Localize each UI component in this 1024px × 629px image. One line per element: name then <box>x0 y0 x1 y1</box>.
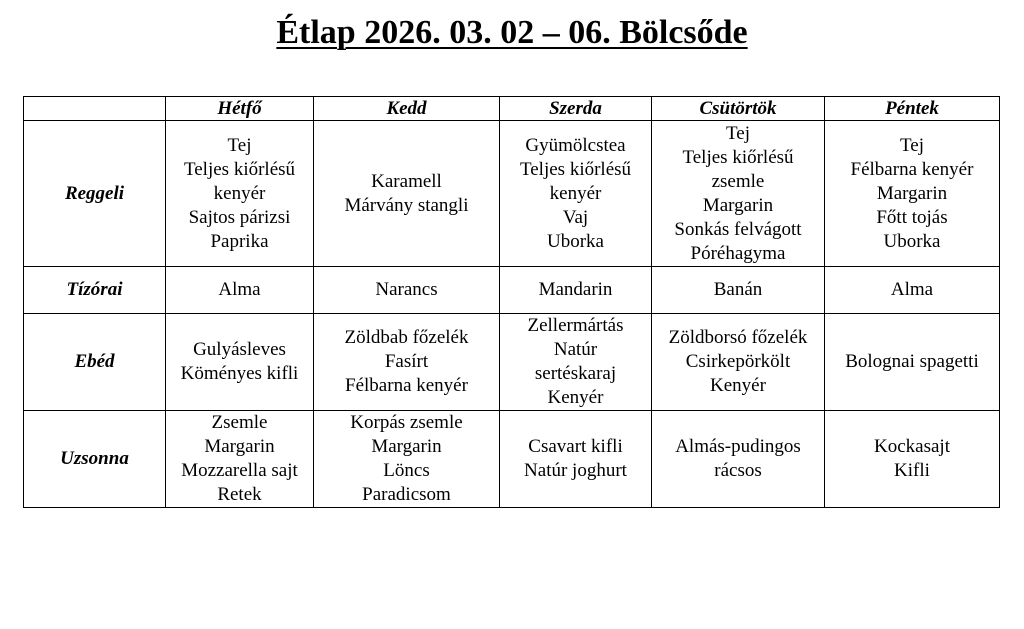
menu-item: Zöldborsó főzelék <box>668 327 808 348</box>
menu-item: Gulyásleves <box>193 339 286 360</box>
menu-item: Mozzarella sajt <box>181 460 298 481</box>
menu-item: Zsemle <box>211 412 268 433</box>
menu-cell-thursday <box>652 314 825 411</box>
menu-item: Narancs <box>375 279 438 300</box>
menu-item: Kenyér <box>547 387 604 408</box>
meal-name: Reggeli <box>24 121 166 267</box>
menu-cell-monday <box>166 121 314 267</box>
menu-item: Tej <box>227 134 252 156</box>
menu-body <box>24 121 1000 508</box>
menu-item: Csirkepörkölt <box>685 351 791 372</box>
menu-item: zsemle <box>711 170 765 192</box>
menu-item: rácsos <box>714 460 762 481</box>
menu-item: Karamell <box>371 170 442 192</box>
menu-cell-wednesday <box>500 411 652 508</box>
menu-item: Paradicsom <box>362 484 451 505</box>
menu-table <box>23 96 1000 508</box>
menu-item: Teljes kiőrlésű <box>682 146 794 168</box>
menu-item: Zellermártás <box>527 315 624 336</box>
menu-cell-friday <box>825 267 1000 314</box>
menu-item: Bolognai spagetti <box>845 351 979 372</box>
menu-item: Márvány stangli <box>344 194 469 216</box>
menu-item: Teljes kiőrlésű <box>183 158 296 180</box>
menu-cell-monday <box>166 267 314 314</box>
menu-cell-wednesday <box>500 121 652 267</box>
menu-cell-tuesday <box>314 411 500 508</box>
menu-cell-tuesday <box>314 121 500 267</box>
menu-cell-monday <box>166 314 314 411</box>
menu-item: Margarin <box>371 436 442 457</box>
menu-item: Vaj <box>562 206 589 228</box>
menu-item: Köményes kifli <box>180 363 299 384</box>
menu-item: kenyér <box>549 182 602 204</box>
menu-item: Tej <box>900 134 924 156</box>
menu-item: Paprika <box>210 230 269 252</box>
menu-item: Margarin <box>876 182 948 204</box>
menu-item: Korpás zsemle <box>350 412 463 433</box>
menu-cell-tuesday <box>314 314 500 411</box>
menu-item: sertéskaraj <box>534 363 617 384</box>
meal-name: Tízórai <box>24 267 166 314</box>
menu-cell-tuesday <box>314 267 500 314</box>
menu-cell-friday <box>825 121 1000 267</box>
menu-cell-friday <box>825 314 1000 411</box>
meal-row <box>24 314 1000 411</box>
menu-item: Banán <box>713 279 763 300</box>
day-header-monday: Hétfő <box>166 97 314 121</box>
menu-item: Alma <box>218 279 261 300</box>
meal-name: Uzsonna <box>24 411 166 508</box>
menu-item: Gyümölcstea <box>525 134 626 156</box>
menu-cell-thursday <box>652 121 825 267</box>
menu-item: Mandarin <box>538 279 613 300</box>
meal-name: Ebéd <box>24 314 166 411</box>
menu-item: Kifli <box>894 460 930 481</box>
menu-item: Almás-pudingos <box>675 436 801 457</box>
menu-cell-thursday <box>652 411 825 508</box>
menu-item: Félbarna kenyér <box>345 375 468 396</box>
menu-item: Kockasajt <box>874 436 950 457</box>
menu-item: Sajtos párizsi <box>188 206 291 228</box>
menu-cell-monday <box>166 411 314 508</box>
meal-row <box>24 121 1000 267</box>
menu-item: Félbarna kenyér <box>850 158 974 180</box>
menu-item: Natúr joghurt <box>524 460 627 481</box>
menu-item: Margarin <box>204 436 275 457</box>
header-row <box>24 97 1000 121</box>
menu-item: Csavart kifli <box>528 436 623 457</box>
meal-row <box>24 267 1000 314</box>
menu-cell-wednesday <box>500 267 652 314</box>
meal-row <box>24 411 1000 508</box>
menu-item: kenyér <box>213 182 266 204</box>
menu-item: Kenyér <box>710 375 766 396</box>
menu-cell-friday <box>825 411 1000 508</box>
menu-item: Alma <box>890 279 934 300</box>
menu-item: Uborka <box>547 230 604 252</box>
menu-item: Zöldbab főzelék <box>344 327 469 348</box>
page-title: Étlap 2026. 03. 02 – 06. Bölcsőde <box>276 14 748 51</box>
day-header-wednesday: Szerda <box>500 97 652 121</box>
menu-item: Margarin <box>702 194 774 216</box>
corner-cell <box>24 97 166 121</box>
menu-item: Főtt tojás <box>876 206 948 228</box>
menu-item: Teljes kiőrlésű <box>519 158 632 180</box>
menu-item: Retek <box>217 484 262 505</box>
day-header-friday: Péntek <box>825 97 1000 121</box>
menu-item: Tej <box>726 122 750 144</box>
menu-item: Uborka <box>883 230 941 252</box>
menu-item: Póréhagyma <box>690 242 786 264</box>
day-header-tuesday: Kedd <box>314 97 500 121</box>
menu-item: Fasírt <box>384 351 429 372</box>
menu-item: Natúr <box>553 339 598 360</box>
menu-cell-wednesday <box>500 314 652 411</box>
menu-item: Löncs <box>383 460 430 481</box>
day-header-thursday: Csütörtök <box>652 97 825 121</box>
menu-cell-thursday <box>652 267 825 314</box>
menu-item: Sonkás felvágott <box>674 218 802 240</box>
